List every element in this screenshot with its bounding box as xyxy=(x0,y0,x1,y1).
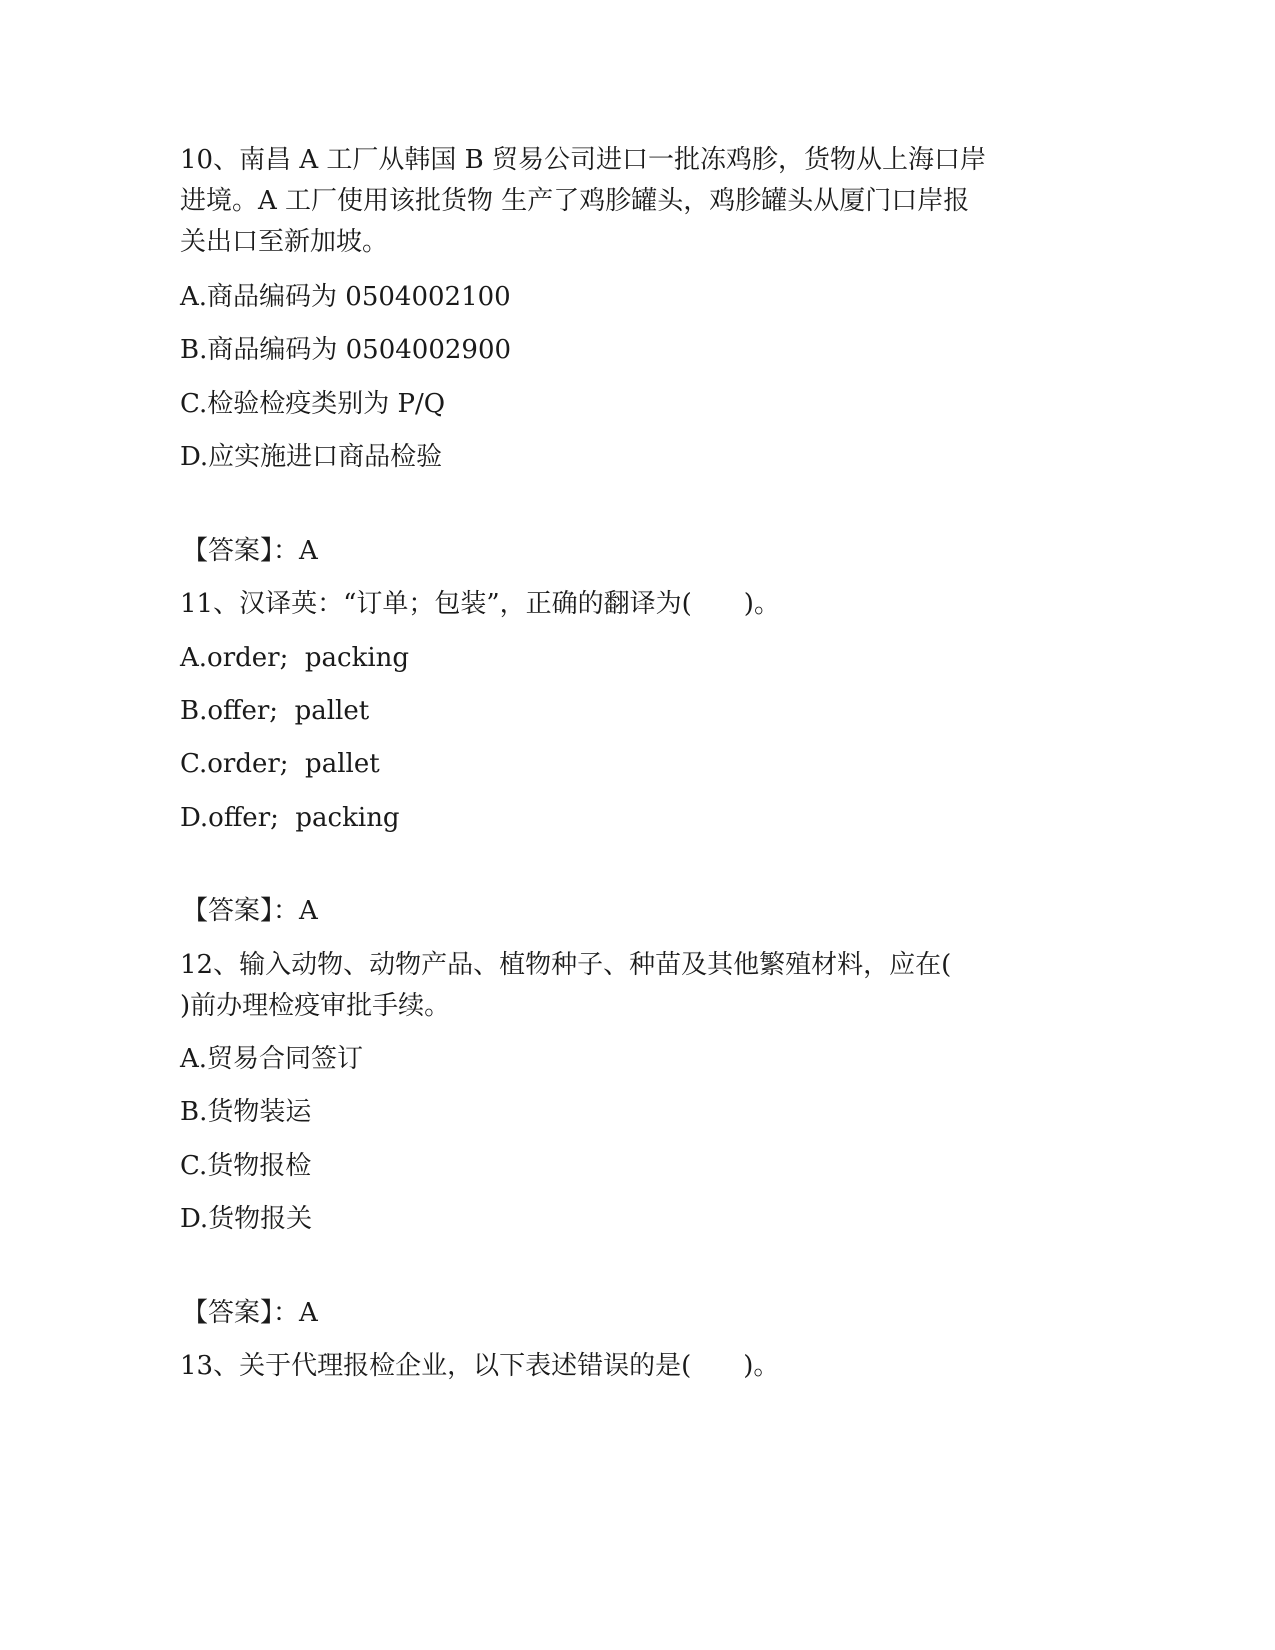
question-10-stem-line-2: 进境。A 工厂使用该批货物 生产了鸡胗罐头，鸡胗罐头从厦门口岸报 xyxy=(180,186,970,216)
question-12-stem-line-2: )前办理检疫审批手续。 xyxy=(180,991,451,1021)
question-12-option-b: B.货物装运 xyxy=(180,1097,312,1127)
question-12-option-c: C.货物报检 xyxy=(180,1151,312,1181)
question-10-option-d: D.应实施进口商品检验 xyxy=(180,442,443,472)
question-11-answer: 【答案】：A xyxy=(182,896,318,926)
question-12-answer: 【答案】：A xyxy=(182,1298,318,1328)
question-10-option-b: B.商品编码为 0504002900 xyxy=(180,335,512,365)
question-11-option-d: D.offer; packing xyxy=(180,803,400,833)
question-10-option-a: A.商品编码为 0504002100 xyxy=(180,282,511,312)
question-10-answer: 【答案】：A xyxy=(182,536,318,566)
question-11-option-b: B.offer; pallet xyxy=(180,696,370,726)
question-12-option-d: D.货物报关 xyxy=(180,1204,313,1234)
question-13-stem-line-1: 13、关于代理报检企业，以下表述错误的是( )。 xyxy=(180,1351,780,1381)
question-12-stem-line-1: 12、输入动物、动物产品、植物种子、种苗及其他繁殖材料，应在( xyxy=(180,950,952,980)
question-11-stem-line-1: 11、汉译英：“订单；包装”，正确的翻译为( )。 xyxy=(180,589,780,619)
question-11-option-a: A.order; packing xyxy=(180,643,410,673)
question-10-stem-line-1: 10、南昌 A 工厂从韩国 B 贸易公司进口一批冻鸡胗，货物从上海口岸 xyxy=(180,145,987,175)
question-11-option-c: C.order; pallet xyxy=(180,749,380,779)
question-10-stem-line-3: 关出口至新加坡。 xyxy=(180,227,389,257)
question-12-option-a: A.贸易合同签订 xyxy=(180,1044,364,1074)
question-10-option-c: C.检验检疫类别为 P/Q xyxy=(180,389,446,419)
